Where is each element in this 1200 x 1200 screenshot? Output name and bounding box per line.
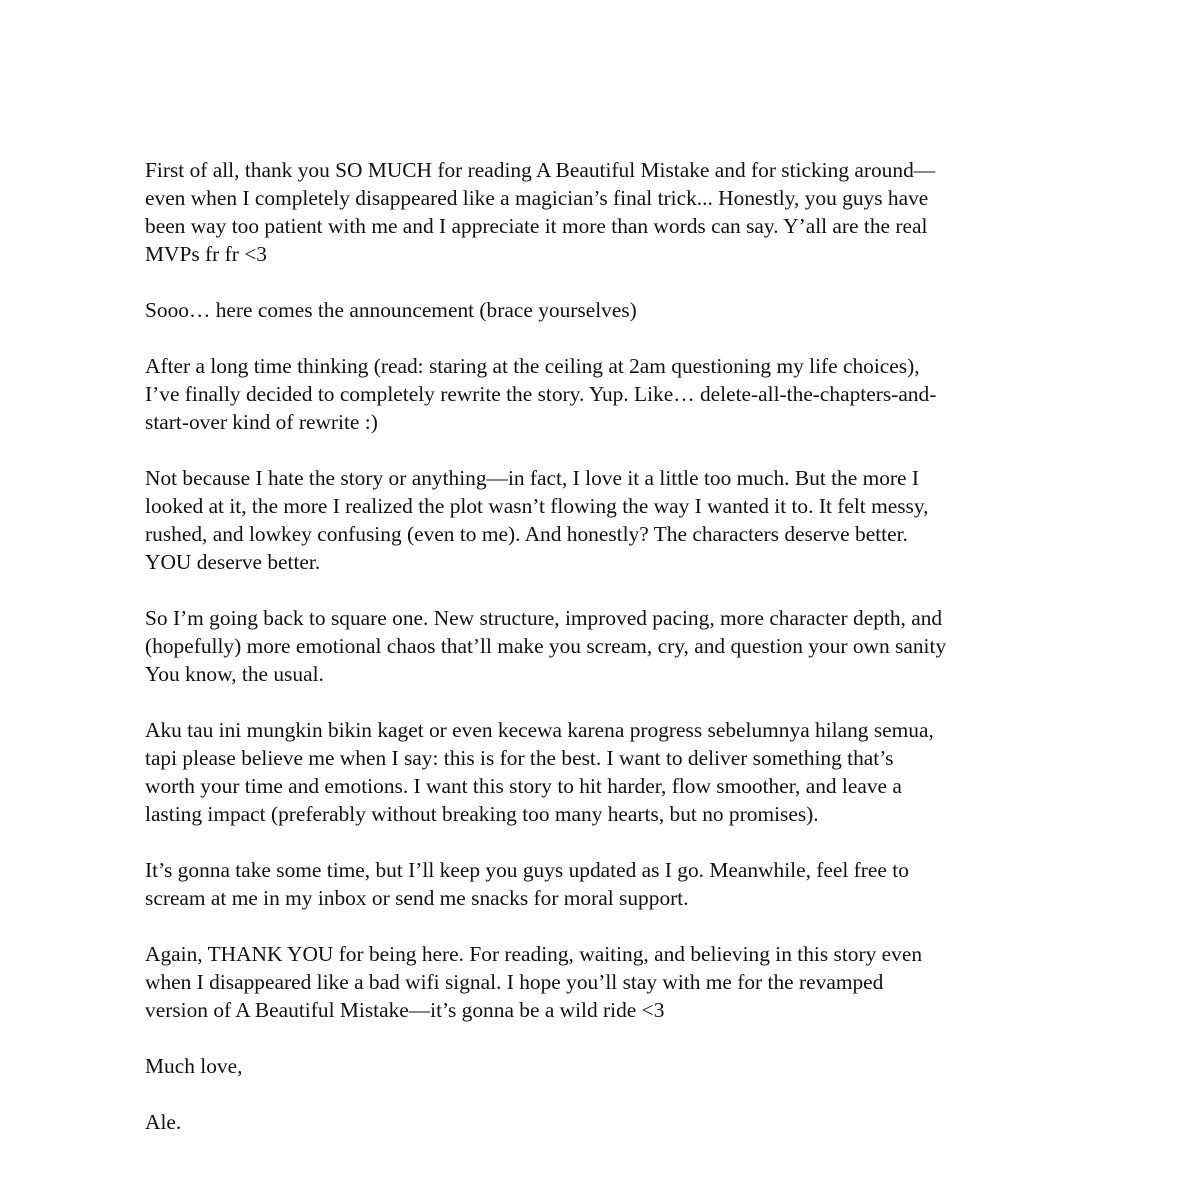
text-line: lasting impact (preferably without breaking too many hearts, but no promises). bbox=[145, 802, 819, 826]
paragraph-indonesian bbox=[145, 716, 1065, 828]
text-line: MVPs fr fr <3 bbox=[145, 242, 267, 266]
text-line: Aku tau ini mungkin bikin kaget or even kecewa karena progress sebelumnya hilang semua, bbox=[145, 718, 934, 742]
text-line: After a long time thinking (read: staring at the ceiling at 2am questioning my life choices), bbox=[145, 354, 920, 378]
paragraph-thanks bbox=[145, 156, 1065, 268]
paragraph-closing-thanks bbox=[145, 940, 1065, 1024]
text-line: looked at it, the more I realized the plot wasn’t flowing the way I wanted it to. It felt messy, bbox=[145, 494, 929, 518]
text-line: Not because I hate the story or anything—in fact, I love it a little too much. But the more I bbox=[145, 466, 920, 490]
text-line: when I disappeared like a bad wifi signal. I hope you’ll stay with me for the revamped bbox=[145, 970, 884, 994]
sign-off-text: Much love, bbox=[145, 1054, 243, 1078]
paragraph-sign-off bbox=[145, 1052, 1065, 1080]
paragraph-updates bbox=[145, 856, 1065, 912]
paragraph-announcement bbox=[145, 296, 1065, 324]
text-line: First of all, thank you SO MUCH for reading A Beautiful Mistake and for sticking around— bbox=[145, 158, 936, 182]
paragraph-signature bbox=[145, 1108, 1065, 1136]
text-line: Sooo… here comes the announcement (brace yourselves) bbox=[145, 298, 637, 322]
text-line: I’ve finally decided to completely rewrite the story. Yup. Like… delete-all-the-chapters-and- bbox=[145, 382, 937, 406]
text-line: YOU deserve better. bbox=[145, 550, 321, 574]
text-line: tapi please believe me when I say: this is for the best. I want to deliver something that’s bbox=[145, 746, 894, 770]
letter-body bbox=[145, 156, 1065, 1164]
text-line: rushed, and lowkey confusing (even to me). And honestly? The characters deserve better. bbox=[145, 522, 908, 546]
text-line: scream at me in my inbox or send me snacks for moral support. bbox=[145, 886, 689, 910]
text-line: It’s gonna take some time, but I’ll keep you guys updated as I go. Meanwhile, feel free to bbox=[145, 858, 909, 882]
text-line: even when I completely disappeared like a magician’s final trick... Honestly, you guys have bbox=[145, 186, 929, 210]
paragraph-rewrite bbox=[145, 352, 1065, 436]
text-line: worth your time and emotions. I want this story to hit harder, flow smoother, and leave a bbox=[145, 774, 902, 798]
paragraph-square-one bbox=[145, 604, 1065, 688]
text-line: Again, THANK YOU for being here. For reading, waiting, and believing in this story even bbox=[145, 942, 923, 966]
text-line: been way too patient with me and I appreciate it more than words can say. Y’all are the real bbox=[145, 214, 928, 238]
author-signature: Ale. bbox=[145, 1110, 182, 1134]
text-line: (hopefully) more emotional chaos that’ll make you scream, cry, and question your own sanity bbox=[145, 634, 947, 658]
paragraph-reason bbox=[145, 464, 1065, 576]
text-line: So I’m going back to square one. New structure, improved pacing, more character depth, and bbox=[145, 606, 943, 630]
text-line: You know, the usual. bbox=[145, 662, 324, 686]
text-line: version of A Beautiful Mistake—it’s gonna be a wild ride <3 bbox=[145, 998, 665, 1022]
text-line: start-over kind of rewrite :) bbox=[145, 410, 378, 434]
